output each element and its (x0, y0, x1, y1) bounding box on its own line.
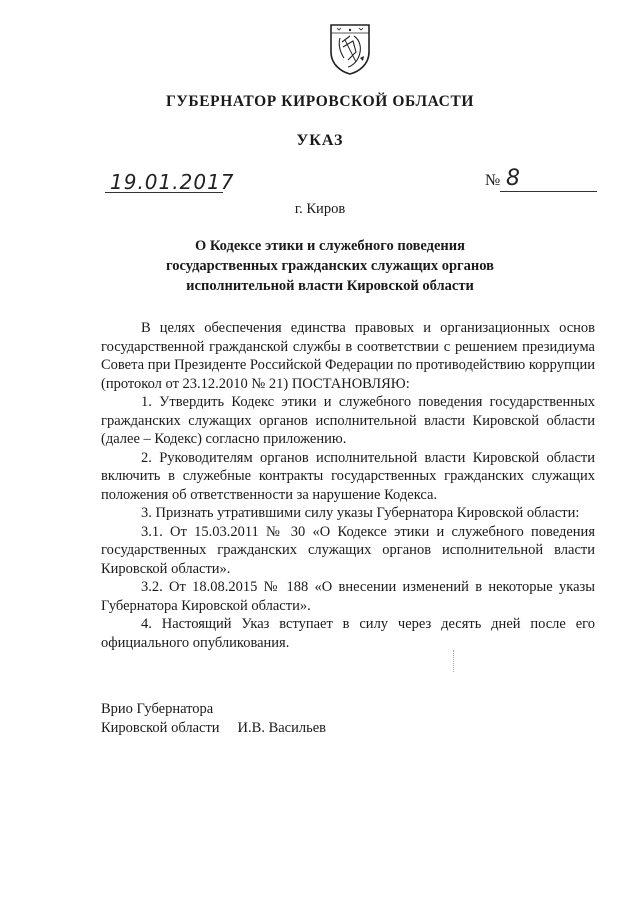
city: г. Киров (294, 201, 346, 217)
scan-artifact (453, 650, 456, 672)
document-type: УКАЗ (296, 132, 344, 149)
decree-body (101, 319, 595, 652)
governor-title: ГУБЕРНАТОР КИРОВСКОЙ ОБЛАСТИ (165, 93, 475, 110)
clause-4: 4. Настоящий Указ вступает в силу через десять дней после его официального опубликования. (101, 616, 595, 651)
subject-line: исполнительной власти Кировской области (186, 278, 474, 294)
number-label: № (485, 172, 501, 189)
clause-3-1: 3.1. От 15.03.2011 № 30 «О Кодексе этики и служебного поведения государственных гражданских служащих органов исполнительной власти Кировской области». (101, 523, 595, 577)
signatory-region: Кировской области (101, 720, 220, 736)
kirov-coat-of-arms-icon (328, 22, 372, 76)
clause-1: 1. Утвердить Кодекс этики и служебного поведения государственных гражданских служащих органов исполнительной власти Кировской области (далее – Кодекс) согласно приложению. (101, 394, 595, 447)
clause-3-2: 3.2. От 18.08.2015 № 188 «О внесении изменений в некоторые указы Губернатора Кировской области». (101, 579, 595, 614)
clause-2: 2. Руководителям органов исполнительной власти Кировской области включить в служебные контракты государственных гражданских служащих положения об ответственности за нарушение Кодекса. (101, 449, 595, 503)
decree-number: 8 (506, 166, 520, 191)
signatory-name: И.В. Васильев (237, 720, 326, 736)
preamble-paragraph: В целях обеспечения единства правовых и организационных основ государственной гражданской службы в соответствии с решением президиума Совета при Президенте Российской Федерации по противодействию коррупции (протокол от 23.12.2010 № 21) ПОСТАНОВЛЯЮ: (101, 320, 596, 392)
decree-date: 19.01.2017 (110, 170, 235, 194)
signature-block (101, 700, 326, 738)
subject-line: О Кодексе этики и служебного поведения (194, 238, 465, 254)
date-underline (105, 192, 223, 193)
clause-3: 3. Признать утратившими силу указы Губернатора Кировской области: (141, 505, 580, 521)
subject-line: государственных гражданских служащих органов (166, 258, 494, 274)
decree-subject (150, 236, 510, 296)
signatory-position: Врио Губернатора (101, 701, 214, 717)
number-underline (500, 191, 597, 192)
